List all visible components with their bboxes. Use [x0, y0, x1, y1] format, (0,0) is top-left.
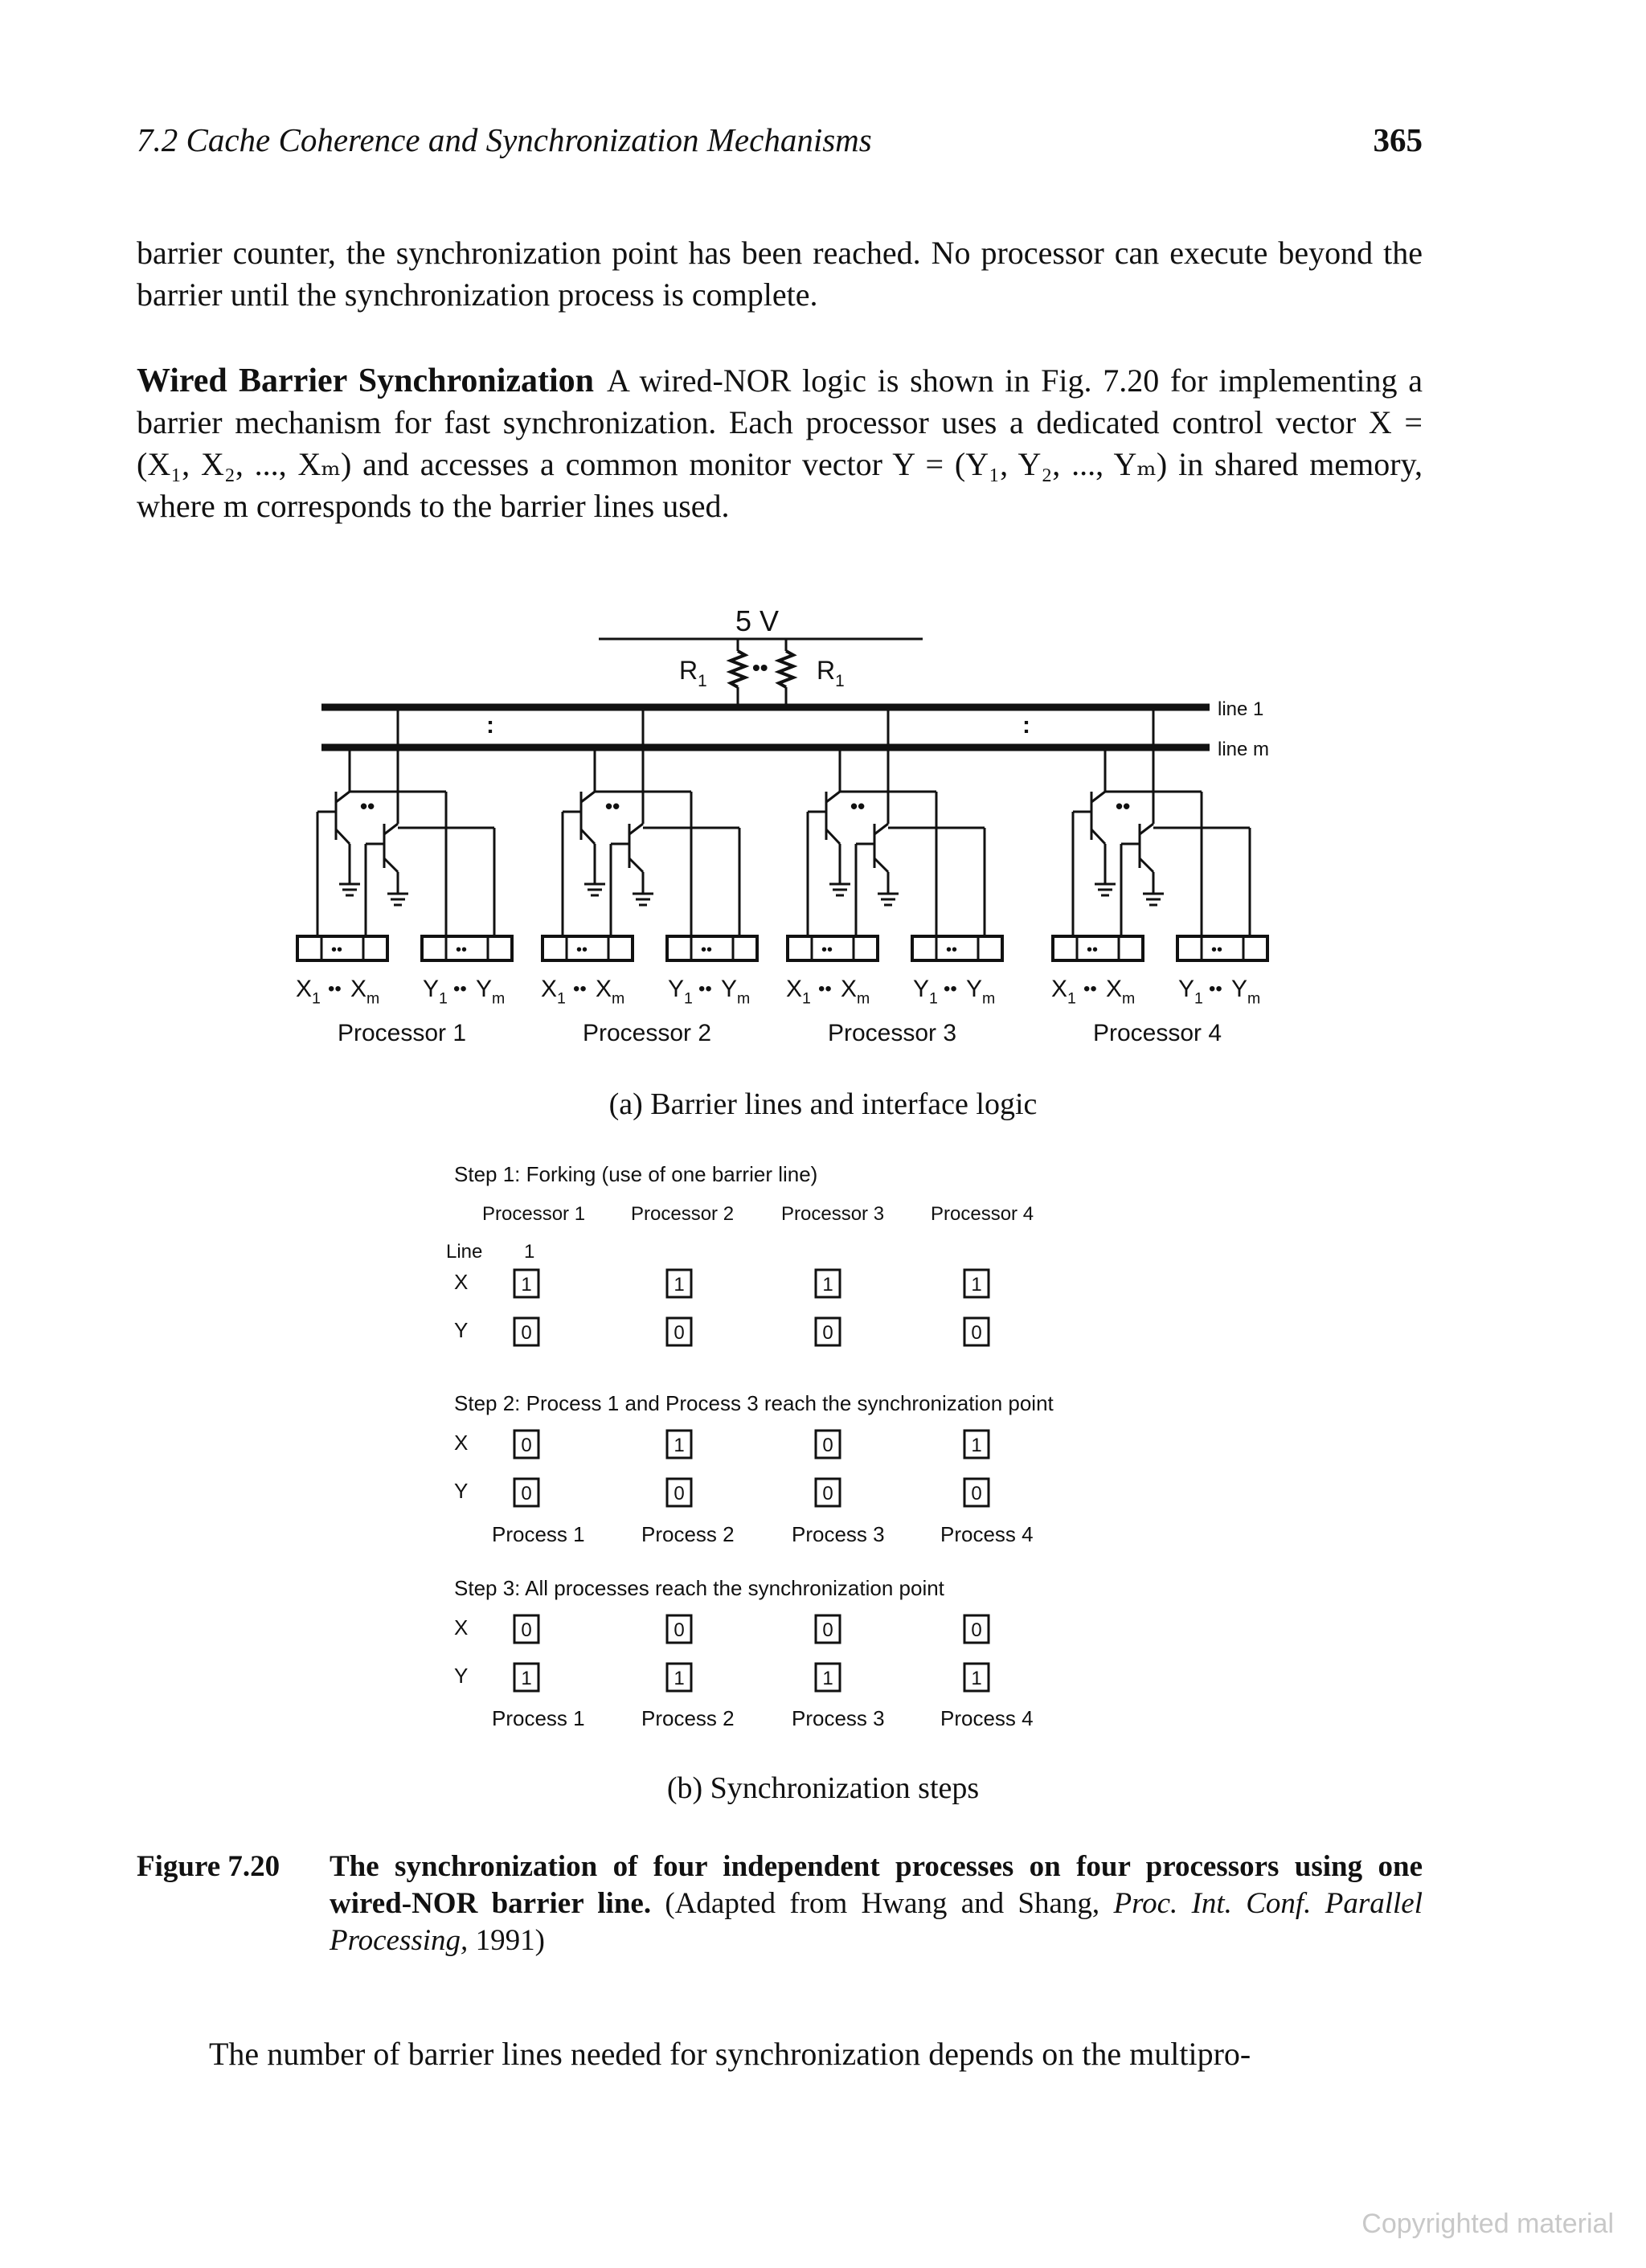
section-runin-heading: Wired Barrier Synchronization	[137, 362, 595, 399]
step-1-x-bit: 1	[521, 1274, 532, 1296]
processor-1-interface	[296, 707, 512, 1046]
voltage-label: 5 V	[735, 604, 780, 637]
x-label-dots: ••	[328, 978, 342, 1000]
line-number: 1	[524, 1241, 535, 1263]
transistor-dots: ••	[605, 794, 620, 818]
transistor-1-emitter	[1091, 829, 1105, 844]
resistor-dots: ••	[752, 655, 768, 680]
page-number: 365	[1373, 121, 1423, 158]
row-label-y: Y	[454, 1318, 469, 1342]
resistor-label-right: $R_1$	[817, 656, 845, 690]
paragraph-1: barrier counter, the synchronization point has been reached. No processor can execute beyond the barrier until the synchronization process is complete.	[137, 235, 1423, 313]
step-2-x-bit: 1	[971, 1435, 982, 1456]
transistor-2-emitter	[629, 858, 643, 872]
y-register-dots: ••	[1211, 941, 1223, 959]
x-register-dots: ••	[821, 941, 833, 959]
processor-2-interface	[541, 707, 757, 1046]
step-2-process-label-1: Process 1	[492, 1522, 585, 1546]
transistor-2-collector	[384, 824, 398, 834]
step-1-y-bit: 0	[521, 1322, 532, 1344]
step-2-process-label-4: Process 4	[940, 1522, 1034, 1546]
y-label-dots: ••	[698, 978, 712, 1000]
transistor-1-collector	[581, 792, 595, 802]
y-label-dots: ••	[1209, 978, 1222, 1000]
y-label-start: $Y_1$	[1178, 976, 1203, 1008]
paragraph-2-text: A wired-NOR logic is shown in Fig. 7.20 for implementing a barrier mechanism for fast synchronization. Each processor uses a dedicated control vector X = (X₁, X₂, ..., Xₘ) and accesses a common monitor vector Y = (Y₁, Y₂, ..., Yₘ) in shared memory, where m corresponds to the barrier lines used.	[137, 362, 1423, 524]
step-3-y-bit: 1	[971, 1668, 982, 1689]
step-3-process-label-3: Process 3	[792, 1706, 885, 1730]
transistor-1-collector	[336, 792, 350, 802]
transistor-2-collector	[874, 824, 888, 834]
transistor-1-emitter	[336, 829, 350, 844]
step-2-process-label-2: Process 2	[641, 1522, 735, 1546]
step-3-process-label-2: Process 2	[641, 1706, 735, 1730]
transistor-1-emitter	[826, 829, 840, 844]
step-processor-header-2: Processor 2	[631, 1203, 735, 1225]
transistor-dots: ••	[360, 794, 375, 818]
barrier-circuit	[296, 604, 1269, 1046]
sync-steps	[446, 1162, 1054, 1730]
bus-dots-left: :	[486, 712, 494, 739]
line-1-label: line 1	[1218, 698, 1264, 720]
resistor-line-m	[779, 651, 793, 687]
figure-title: The synchronization of four independent processes on four processors using one wired-NOR barrier line.	[330, 1850, 1423, 1920]
step-processor-header-4: Processor 4	[931, 1203, 1034, 1225]
caption-b: (b) Synchronization steps	[666, 1771, 980, 1805]
step-2-y-bit: 0	[971, 1483, 982, 1504]
x-register-dots: ••	[576, 941, 588, 959]
y-label-start: $Y_1$	[668, 976, 693, 1008]
step-3-x-bit: 0	[822, 1619, 833, 1641]
step-2-x-bit: 0	[822, 1435, 833, 1456]
figure-label: Figure 7.20	[137, 1850, 280, 1883]
y-label-start: $Y_1$	[423, 976, 448, 1008]
transistor-2-emitter	[1140, 858, 1153, 872]
y-register-dots: ••	[456, 941, 468, 959]
x-label-dots: ••	[818, 978, 832, 1000]
x-register-dots: ••	[1087, 941, 1099, 959]
row-label-y: Y	[454, 1664, 469, 1688]
row-label-x: X	[454, 1615, 469, 1640]
step-2-x-bit: 0	[521, 1435, 532, 1456]
step-2-y-bit: 0	[822, 1483, 833, 1504]
x-label-end: $X_m$	[841, 976, 870, 1008]
step-3-process-label-4: Process 4	[940, 1706, 1034, 1730]
step-2-x-bit: 1	[674, 1435, 685, 1456]
processor-3-label: Processor 3	[828, 1020, 957, 1046]
figure-source: Proc. Int. Conf. Parallel Processing,	[330, 1887, 1423, 1957]
y-label-dots: ••	[453, 978, 467, 1000]
step-1-x-bit: 1	[674, 1274, 685, 1296]
step-1-y-bit: 0	[674, 1322, 685, 1344]
row-label-y: Y	[454, 1479, 469, 1503]
caption-a: (a) Barrier lines and interface logic	[608, 1087, 1038, 1121]
paragraph-3: The number of barrier lines needed for synchronization depends on the multipro-	[209, 2036, 1251, 2072]
y-label-end: $Y_m$	[476, 976, 506, 1008]
figure-caption-text	[330, 1848, 1423, 1959]
transistor-2-collector	[1140, 824, 1153, 834]
x-label-start: $X_1$	[541, 976, 566, 1008]
transistor-dots: ••	[1116, 794, 1131, 818]
step-3-x-bit: 0	[971, 1619, 982, 1641]
resistor-line-1	[731, 651, 745, 687]
step-3-x-bit: 0	[521, 1619, 532, 1641]
y-label-end: $Y_m$	[1231, 976, 1261, 1008]
row-label-x: X	[454, 1270, 469, 1294]
step-1-y-bit: 0	[971, 1322, 982, 1344]
y-register-dots: ••	[701, 941, 713, 959]
step-2-y-bit: 0	[521, 1483, 532, 1504]
step-1-y-bit: 0	[822, 1322, 833, 1344]
step-3-process-label-1: Process 1	[492, 1706, 585, 1730]
transistor-2-emitter	[384, 858, 398, 872]
transistor-1-collector	[826, 792, 840, 802]
line-label: Line	[446, 1241, 483, 1263]
y-register-dots: ••	[946, 941, 958, 959]
copyright-watermark: Copyrighted material	[1361, 2209, 1614, 2239]
x-label-start: $X_1$	[786, 976, 811, 1008]
step-processor-header-3: Processor 3	[781, 1203, 885, 1225]
x-label-end: $X_m$	[596, 976, 625, 1008]
transistor-2-emitter	[874, 858, 888, 872]
processor-4-label: Processor 4	[1093, 1020, 1222, 1046]
resistor-label-left: $R_1$	[679, 656, 707, 690]
bus-dots-right: :	[1022, 712, 1030, 739]
row-label-x: X	[454, 1431, 469, 1455]
step-3-y-bit: 1	[521, 1668, 532, 1689]
step-3-title: Step 3: All processes reach the synchronization point	[454, 1576, 944, 1600]
y-label-end: $Y_m$	[721, 976, 751, 1008]
transistor-1-collector	[1091, 792, 1105, 802]
x-label-end: $X_m$	[350, 976, 380, 1008]
y-label-end: $Y_m$	[966, 976, 996, 1008]
x-label-start: $X_1$	[1051, 976, 1076, 1008]
step-2-title: Step 2: Process 1 and Process 3 reach the synchronization point	[454, 1391, 1054, 1415]
x-label-end: $X_m$	[1106, 976, 1136, 1008]
y-label-dots: ••	[944, 978, 957, 1000]
step-3-y-bit: 1	[822, 1668, 833, 1689]
step-3-x-bit: 0	[674, 1619, 685, 1641]
transistor-1-emitter	[581, 829, 595, 844]
step-processor-header-1: Processor 1	[482, 1203, 586, 1225]
transistor-2-collector	[629, 824, 643, 834]
x-label-start: $X_1$	[296, 976, 321, 1008]
step-2-y-bit: 0	[674, 1483, 685, 1504]
step-3-y-bit: 1	[674, 1668, 685, 1689]
figure-year: 1991)	[475, 1924, 545, 1957]
processor-2-label: Processor 2	[583, 1020, 712, 1046]
x-register-dots: ••	[331, 941, 343, 959]
step-2-process-label-3: Process 3	[792, 1522, 885, 1546]
y-label-start: $Y_1$	[913, 976, 938, 1008]
processor-1-label: Processor 1	[338, 1020, 467, 1046]
step-1-x-bit: 1	[822, 1274, 833, 1296]
line-m-label: line m	[1218, 739, 1270, 760]
processor-3-interface	[786, 707, 1002, 1046]
x-label-dots: ••	[573, 978, 587, 1000]
step-1-x-bit: 1	[971, 1274, 982, 1296]
figure-adapted: (Adapted from Hwang and Shang,	[665, 1887, 1100, 1920]
step-1-title: Step 1: Forking (use of one barrier line)	[454, 1162, 818, 1186]
running-head: 7.2 Cache Coherence and Synchronization Mechanisms	[137, 121, 872, 158]
transistor-dots: ••	[850, 794, 866, 818]
x-label-dots: ••	[1083, 978, 1097, 1000]
